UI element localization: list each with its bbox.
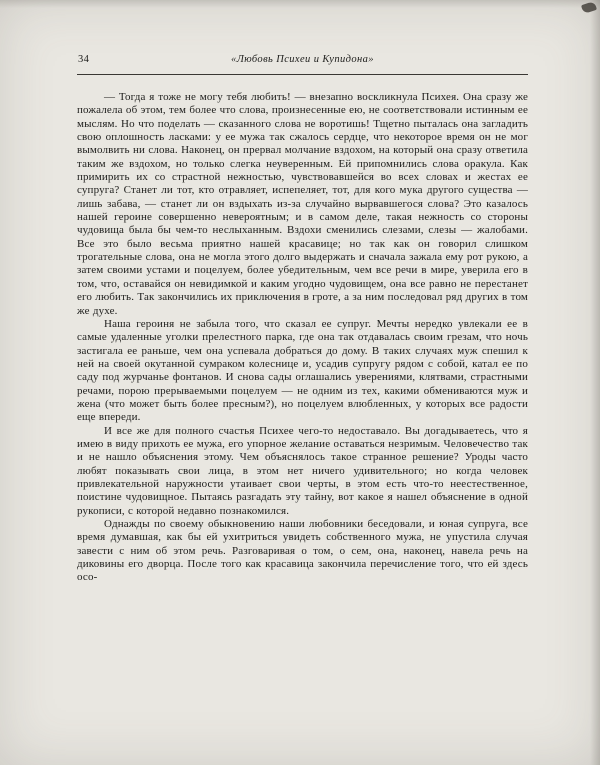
- page-number: 34: [78, 54, 90, 65]
- running-title: «Любовь Психеи и Купидона»: [231, 54, 374, 65]
- paragraph-1: — Тогда я тоже не могу тебя любить! — внезапно воскликнула Психея. Она сразу же пожалела об этом, тем более что слова, произнесенные ею, не соответствовали истинным ее мыслям. Но что поделать — сказанного слова не воротишь! Тщетно пыталась она загладить свою оплошность ласками: у ее мужа так сжалось сердце, что некоторое время он не мог вымолвить ни слова. Наконец, он прервал молчание вздохом, на который она сразу ответила таким же вздохом, но только слегка неуверенным. Ей припомнились слова оракула. Как примирить их со страстной нежностью, чувствовавшейся во всех словах и жестах ее супруга? Станет ли тот, кто отравляет, испепеляет, тот, для кого мука другого существа — лишь забава, — станет ли он вздыхать из-за случайно вырвавшегося слова? Это казалось нашей героине совершенно невероятным; и в самом деле, такая нежность со стороны чудовища была бы чем-то неслыханным. Вздохи сменились слезами, слезы — жалобами. Все это было весьма приятно нашей красавице; но так как он говорил слишком трогательные слова, она не могла этого долго выдержать и сначала зажала ему рот рукою, а затем своими устами и поцелуем, более убедительным, чем все речи в мире, уверила его в том, что, оставайся он невидимкой и каким угодно чудовищем, она все равно не перестанет его любить. Так закончились их приключения в гроте, а за ним последовал ряд других в том же духе.: [77, 91, 528, 317]
- paragraph-4: Однажды по своему обыкновению наши любовники беседовали, и юная супруга, все время думавшая, как бы ей ухитриться увидеть собственного мужа, не упустила случая завести с ним об этом речь. Разговаривая о том, о сем, она, наконец, навела речь на диковины его дворца. После того как красавица закончила перечисление того, что ей здесь осо-: [77, 518, 528, 584]
- text-block: [77, 54, 528, 585]
- scan-edge-shadow-top: [0, 0, 600, 8]
- page-header: [77, 54, 528, 69]
- header-rule: [77, 74, 528, 75]
- scan-edge-shadow-right: [590, 0, 600, 765]
- paragraph-2: Наша героиня не забыла того, что сказал ее супруг. Мечты нередко увлекали ее в самые удаленные уголки прелестного парка, где она так отдавалась своим грезам, что ночь застигала ее раньше, чем она успевала добраться до дому. В таких случаях муж спешил к ней на своей окутанной сумраком колеснице и, усадив супругу рядом с собой, катал ее по саду под журчанье фонтанов. И снова сады оглашались уверениями, клятвами, страстными речами, порою прерываемыми поцелуем — не одним из тех, какими обмениваются муж и жена (что может быть более пресным?), но поцелуем влюбленных, у которых все радости еще впереди.: [77, 317, 528, 424]
- paragraph-3: И все же для полного счастья Психее чего-то недоставало. Вы догадываетесь, что я имею в виду прихоть ее мужа, его упорное желание оставаться незримым. Человечество так и не нашло объяснения этому. Чем объяснялось такое странное решение? Уроды часто любят показывать свои лица, в этом нет ничего удивительного; но когда человек привлекательной наружности утаивает свои черты, в этом есть что-то неестественное, поистине чудовищное. Пытаясь разгадать эту тайну, вот какое я нашел объяснение в одной рукописи, с которой недавно познакомился.: [77, 424, 528, 517]
- page-body: [77, 91, 528, 585]
